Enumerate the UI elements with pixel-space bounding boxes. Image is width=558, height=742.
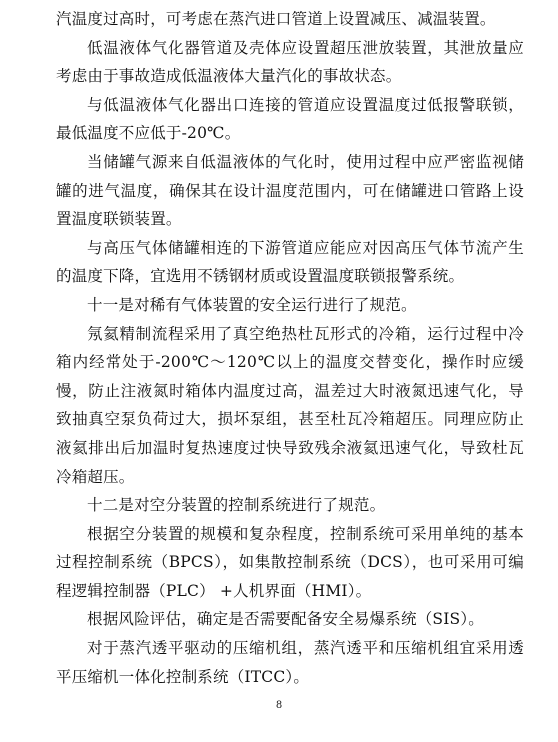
paragraph-neon-helium-coldbox: 氖氦精制流程采用了真空绝热杜瓦形式的冷箱，运行过程中冷箱内经常处于-200℃～120℃以上的温度交替变化，操作时应缓慢，防止注液氮时箱体内温度过高，温差过大时液氮迅速气化，导致抽真空泵负荷过大，损坏泵组，甚至杜瓦冷箱超压。同理应防止液氦排出后加温时复热速度过快导致残余液氦迅速气化，导致杜瓦冷箱超压。 bbox=[56, 324, 524, 486]
paragraph-tank-inlet-temperature: 当储罐气源来自低温液体的气化时，使用过程中应严密监视储罐的进气温度，确保其在设计温度范围内，可在储罐进口管路上设置温度联锁装置。 bbox=[56, 152, 524, 229]
paragraph-steam-temperature: 汽温度过高时，可考虑在蒸汽进口管道上设置减压、减温装置。 bbox=[56, 10, 496, 28]
paragraph-risk-assessment-sis: 根据风险评估，确定是否需要配备安全易爆系统（SIS）。 bbox=[87, 610, 485, 629]
paragraph-high-pressure-downstream: 与高压气体储罐相连的下游管道应能应对因高压气体节流产生的温度下降，宜选用不锈钢材质或设置温度联锁报警系统。 bbox=[56, 238, 524, 286]
paragraph-section-eleven: 十一是对稀有气体装置的安全运行进行了规范。 bbox=[87, 295, 417, 314]
paragraph-section-twelve: 十二是对空分装置的控制系统进行了规范。 bbox=[87, 496, 386, 515]
paragraph-control-system: 根据空分装置的规模和复杂程度，控制系统可采用单纯的基本过程控制系统（BPCS），如集散控制系统（DCS），也可采用可编程逻辑控制器（PLC） +人机界面（HMI）。 bbox=[56, 524, 524, 600]
page-number: 8 bbox=[275, 700, 283, 711]
paragraph-vaporizer-outlet-alarm: 与低温液体气化器出口连接的管道应设置温度过低报警联锁，最低温度不应低于-20℃。 bbox=[56, 95, 524, 143]
paragraph-itcc: 对于蒸汽透平驱动的压缩机组，蒸汽透平和压缩机组宜采用透平压缩机一体化控制系统（ITCC）。 bbox=[56, 639, 524, 686]
paragraph-vaporizer-relief: 低温液体气化器管道及壳体应设置超压泄放装置，其泄放量应考虑由于事故造成低温液体大量汽化的事故状态。 bbox=[56, 38, 524, 86]
